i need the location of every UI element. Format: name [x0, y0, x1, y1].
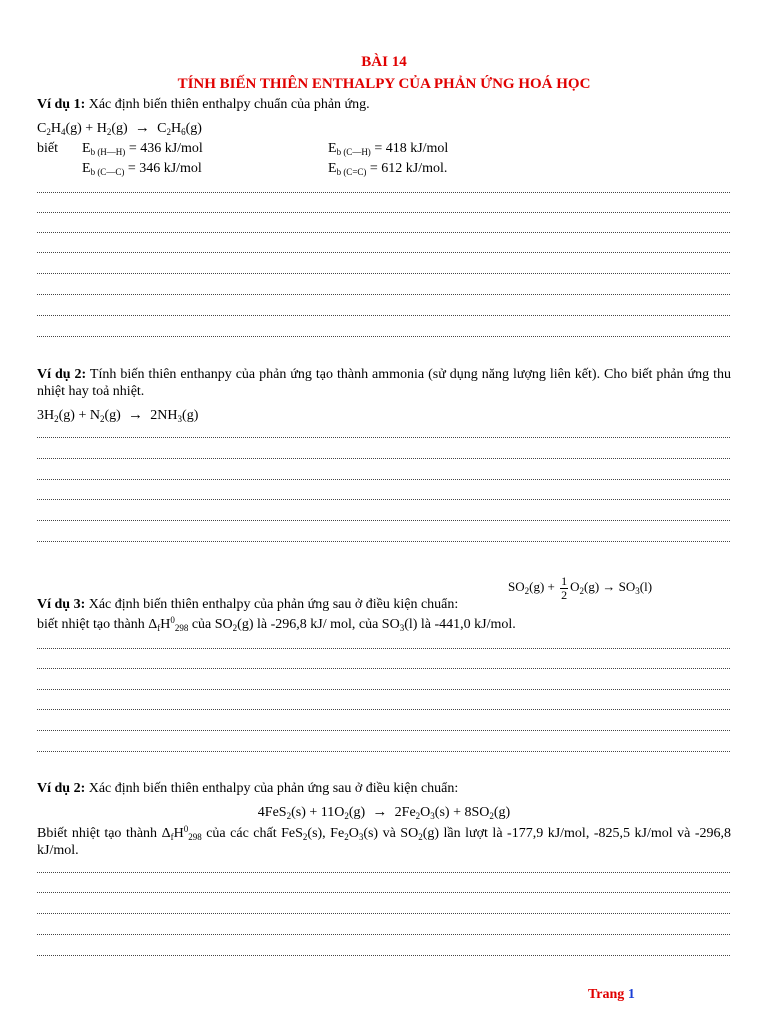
answer-line[interactable] [37, 499, 730, 500]
example-2-text: Tính biến thiên enthanpy của phản ứng tạo thành ammonia (sử dụng năng lượng liên kết). Cho biết phản ứng thu nhiệt hay toả nhiệt. [37, 367, 731, 399]
answer-line[interactable] [37, 872, 730, 873]
answer-line[interactable] [37, 273, 730, 274]
example-1-text: Xác định biến thiên enthalpy chuẩn của phản ứng. [85, 97, 370, 112]
answer-line[interactable] [37, 913, 730, 914]
example-3-given: biết nhiệt tạo thành $\Delta_fH^0_{298}$ của $SO_2(g)$ là -296,8 kJ/ mol, của $SO_3(l)$ là -441,0 kJ/mol. [37, 615, 516, 633]
example-1-label: Ví dụ 1: [37, 97, 86, 112]
example-3-equation: $SO_2(g)$ + $\frac{1}{2}$ $O_2(g) \to SO_3(l)$ [508, 573, 653, 602]
answer-line[interactable] [37, 709, 730, 710]
example-1-equation: $C_2H_4(g) + H_2(g) \to C_2H_6(g)$ [37, 120, 202, 137]
answer-line[interactable] [37, 689, 730, 690]
answer-line[interactable] [37, 668, 730, 669]
example-3-heading [37, 596, 458, 614]
answer-line[interactable] [37, 192, 730, 193]
example-4-label: Ví dụ 2: [37, 781, 86, 796]
answer-line[interactable] [37, 955, 730, 956]
answer-line[interactable] [37, 934, 730, 935]
answer-line[interactable] [37, 336, 730, 337]
example-1-heading [37, 96, 370, 114]
answer-line[interactable] [37, 751, 730, 752]
example-4-given: Bbiết nhiệt tạo thành $\Delta_fH^0_{298}$ của các chất FeS$_2$(s), $Fe_2O_3(s)$ và $SO_2(g)$ lần lượt là -177,9 kJ/mol, -825,5 kJ/mol và -296,8 kJ/mol. [37, 824, 731, 858]
example-2-label: Ví dụ 2: [37, 367, 87, 382]
example-3-text: Xác định biến thiên enthalpy của phản ứng sau ở điều kiện chuẩn: [85, 597, 459, 612]
page-number: Trang 1 [588, 987, 635, 1002]
example-2-heading [37, 366, 731, 400]
answer-line[interactable] [37, 458, 730, 459]
bond-energy-c-h: $E_{b (C—H)} = 418$ kJ/mol [328, 141, 449, 157]
answer-line[interactable] [37, 294, 730, 295]
example-4-equation: $4FeS_2(s) + 11O_2(g) \to 2Fe_2O_3(s) + 8SO_2(g)$ [257, 804, 511, 821]
bond-energy-h-h: $E_{b (H—H)} = 436$ kJ/mol [82, 141, 203, 157]
answer-line[interactable] [37, 892, 730, 893]
answer-line[interactable] [37, 252, 730, 253]
answer-line[interactable] [37, 520, 730, 521]
answer-line[interactable] [37, 648, 730, 649]
answer-line[interactable] [37, 315, 730, 316]
answer-line[interactable] [37, 437, 730, 438]
example-2-equation: $3H_2(g) + N_2(g) \to 2NH_3(g)$ [37, 407, 199, 424]
answer-line[interactable] [37, 730, 730, 731]
example-4-text: Xác định biến thiên enthalpy của phản ứng sau ở điều kiện chuẩn: [85, 781, 459, 796]
answer-line[interactable] [37, 232, 730, 233]
answer-line[interactable] [37, 541, 730, 542]
page-title: TÍNH BIẾN THIÊN ENTHALPY CỦA PHẢN ỨNG HOÁ HỌC [177, 76, 591, 92]
example-3-label: Ví dụ 3: [37, 597, 86, 612]
bond-energy-c-double-c: $E_{b (C=C)} = 612$ kJ/mol. [328, 161, 448, 177]
answer-line[interactable] [37, 479, 730, 480]
example-1-given-label: biết [37, 141, 58, 156]
bond-energy-c-c: $E_{b (C—C)} = 346$ kJ/mol [82, 161, 202, 177]
example-4-heading [37, 780, 458, 798]
answer-line[interactable] [37, 212, 730, 213]
lesson-number: BÀI 14 [361, 54, 407, 70]
